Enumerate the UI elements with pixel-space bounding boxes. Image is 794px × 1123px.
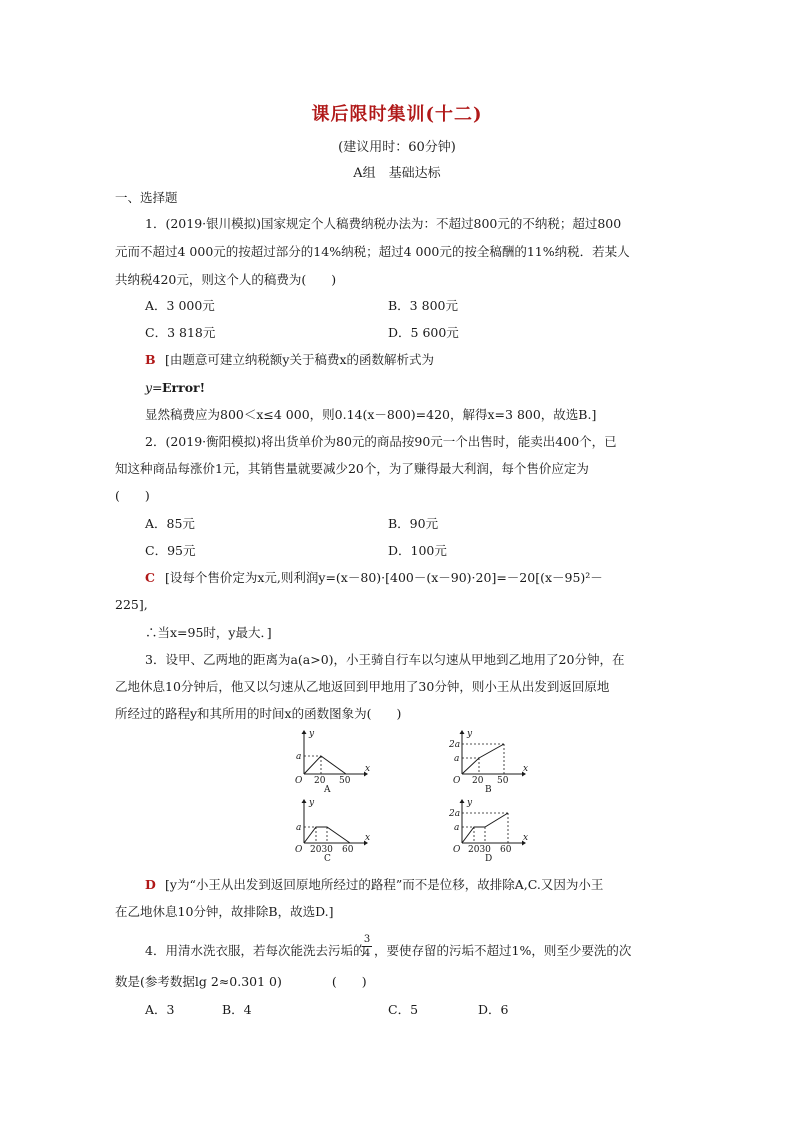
graph-c-a-label: a — [296, 823, 302, 833]
graph-d[interactable] — [448, 797, 532, 863]
graph-b[interactable] — [448, 728, 532, 794]
graph-a-tick-1: 20 — [314, 776, 326, 786]
q2-option-b[interactable]: B．90元 — [388, 516, 439, 531]
q2-option-a[interactable]: A．85元 — [145, 516, 195, 531]
q2-option-d[interactable]: D．100元 — [388, 543, 447, 558]
q1-line-2: 元而不超过4 000元的按超过部分的14%纳税；超过4 000元的按全稿酬的11%纳税．若某人 — [115, 244, 630, 259]
graph-a-y-label: y — [309, 729, 315, 739]
q3-answer: D — [145, 877, 156, 892]
graph-a-a-label: a — [296, 752, 302, 762]
q4-fraction-numerator: 3 — [363, 934, 371, 945]
q1-option-b[interactable]: B．3 800元 — [388, 298, 458, 313]
page-title: 课后限时集训(十二) — [311, 104, 483, 125]
q3-line-2: 乙地休息10分钟后，他又以匀速从乙地返回到甲地用了30分钟，则小王从出发到返回原地 — [115, 679, 610, 694]
graph-d-a-label: a — [454, 823, 460, 833]
graph-d-y-label: y — [467, 798, 473, 808]
q1-option-d[interactable]: D．5 600元 — [388, 325, 459, 340]
q4-line-1a: 4．用清水洗衣服，若每次能洗去污垢的 — [145, 943, 366, 958]
q2-solution-1: [设每个售价定为x元,则利润y=(x－80)·[400－(x－90)·20]=－20[(x－95)²－ — [165, 570, 603, 585]
q1-answer: B — [145, 352, 156, 367]
q1-solution-2a: y= — [145, 380, 163, 395]
q2-line-3: ( ) — [115, 488, 150, 503]
graph-b-origin: O — [453, 776, 461, 786]
graph-a-x-label: x — [365, 764, 370, 774]
q2-line-2: 知这种商品每涨价1元，其销售量就要减少20个，为了赚得最大利润，每个售价应定为 — [115, 461, 589, 476]
q4-option-c[interactable]: C．5 — [388, 1002, 419, 1017]
q1-solution-2b: Error! — [162, 380, 206, 395]
graph-b-tick-2: 50 — [497, 776, 509, 786]
graph-c-x-label: x — [365, 833, 371, 843]
graph-c-tick-2: 60 — [342, 845, 354, 855]
graph-b-2a-label: 2a — [449, 740, 461, 750]
time-hint: (建议用时：60分钟) — [338, 140, 456, 155]
graph-b-caption: B — [485, 785, 492, 794]
q1-option-a[interactable]: A．3 000元 — [145, 298, 215, 313]
graph-d-tick-1: 2030 — [468, 845, 491, 855]
q2-line-1: 2．(2019·衡阳模拟)将出货单价为80元的商品按90元一个出售时，能卖出400个，已 — [145, 434, 617, 449]
graph-c-tick-1: 2030 — [310, 845, 333, 855]
q4-line-2: 数是(参考数据lg 2≈0.301 0) ( ) — [115, 974, 367, 989]
group-heading: A组 基础达标 — [353, 166, 441, 181]
q4-fraction — [362, 934, 372, 959]
graph-d-caption: D — [485, 854, 493, 863]
q3-line-3: 所经过的路程y和其所用的时间x的函数图象为( ) — [115, 706, 402, 721]
graph-d-origin: O — [453, 845, 461, 855]
q4-option-d[interactable]: D．6 — [478, 1002, 509, 1017]
q1-solution-1: [由题意可建立纳税额y关于稿费x的函数解析式为 — [165, 352, 434, 367]
graph-c[interactable] — [290, 797, 374, 863]
graph-d-x-label: x — [523, 833, 529, 843]
q4-option-b[interactable]: B．4 — [222, 1002, 252, 1017]
graph-c-origin: O — [295, 845, 303, 855]
graph-a-caption: A — [324, 785, 331, 794]
q2-option-c[interactable]: C．95元 — [145, 543, 196, 558]
q2-solution-3: ∴当x=95时，y最大．] — [145, 625, 272, 640]
q4-line-1b: ，要使存留的污垢不超过1%，则至少要洗的次 — [374, 943, 632, 958]
q3-solution-1: [y为“小王从出发到返回原地所经过的路程”而不是位移，故排除A,C.又因为小王 — [165, 877, 604, 892]
graph-b-x-label: x — [523, 764, 529, 774]
q3-solution-2: 在乙地休息10分钟，故排除B，故选D.] — [115, 904, 334, 919]
q4-fraction-denominator: 4 — [363, 948, 371, 959]
q1-option-c[interactable]: C．3 818元 — [145, 325, 216, 340]
graph-b-y-label: y — [467, 729, 473, 739]
graph-b-tick-1: 20 — [472, 776, 484, 786]
q1-solution-3: 显然稿费应为800＜x≤4 000，则0.14(x－800)=420，解得x=3 800，故选B.] — [145, 407, 597, 422]
graph-a-tick-2: 50 — [339, 776, 351, 786]
graph-d-tick-2: 60 — [500, 845, 512, 855]
graph-a[interactable] — [290, 728, 370, 794]
graph-c-caption: C — [324, 854, 331, 863]
graph-a-origin: O — [295, 776, 303, 786]
q1-line-1: 1．(2019·银川模拟)国家规定个人稿费纳税办法为：不超过800元的不纳税；超过800 — [145, 216, 622, 231]
graph-c-y-label: y — [309, 798, 315, 808]
graph-d-2a-label: 2a — [449, 809, 461, 819]
section-heading: 一、选择题 — [115, 190, 178, 205]
q1-line-3: 共纳税420元，则这个人的稿费为( ) — [115, 272, 337, 287]
q3-line-1: 3．设甲、乙两地的距离为a(a>0)，小王骑自行车以匀速从甲地到乙地用了20分钟，在 — [145, 652, 625, 667]
q2-solution-2: 225], — [115, 597, 148, 612]
q4-option-a[interactable]: A．3 — [145, 1002, 175, 1017]
q2-answer: C — [145, 570, 155, 585]
graph-b-a-label: a — [454, 754, 460, 764]
